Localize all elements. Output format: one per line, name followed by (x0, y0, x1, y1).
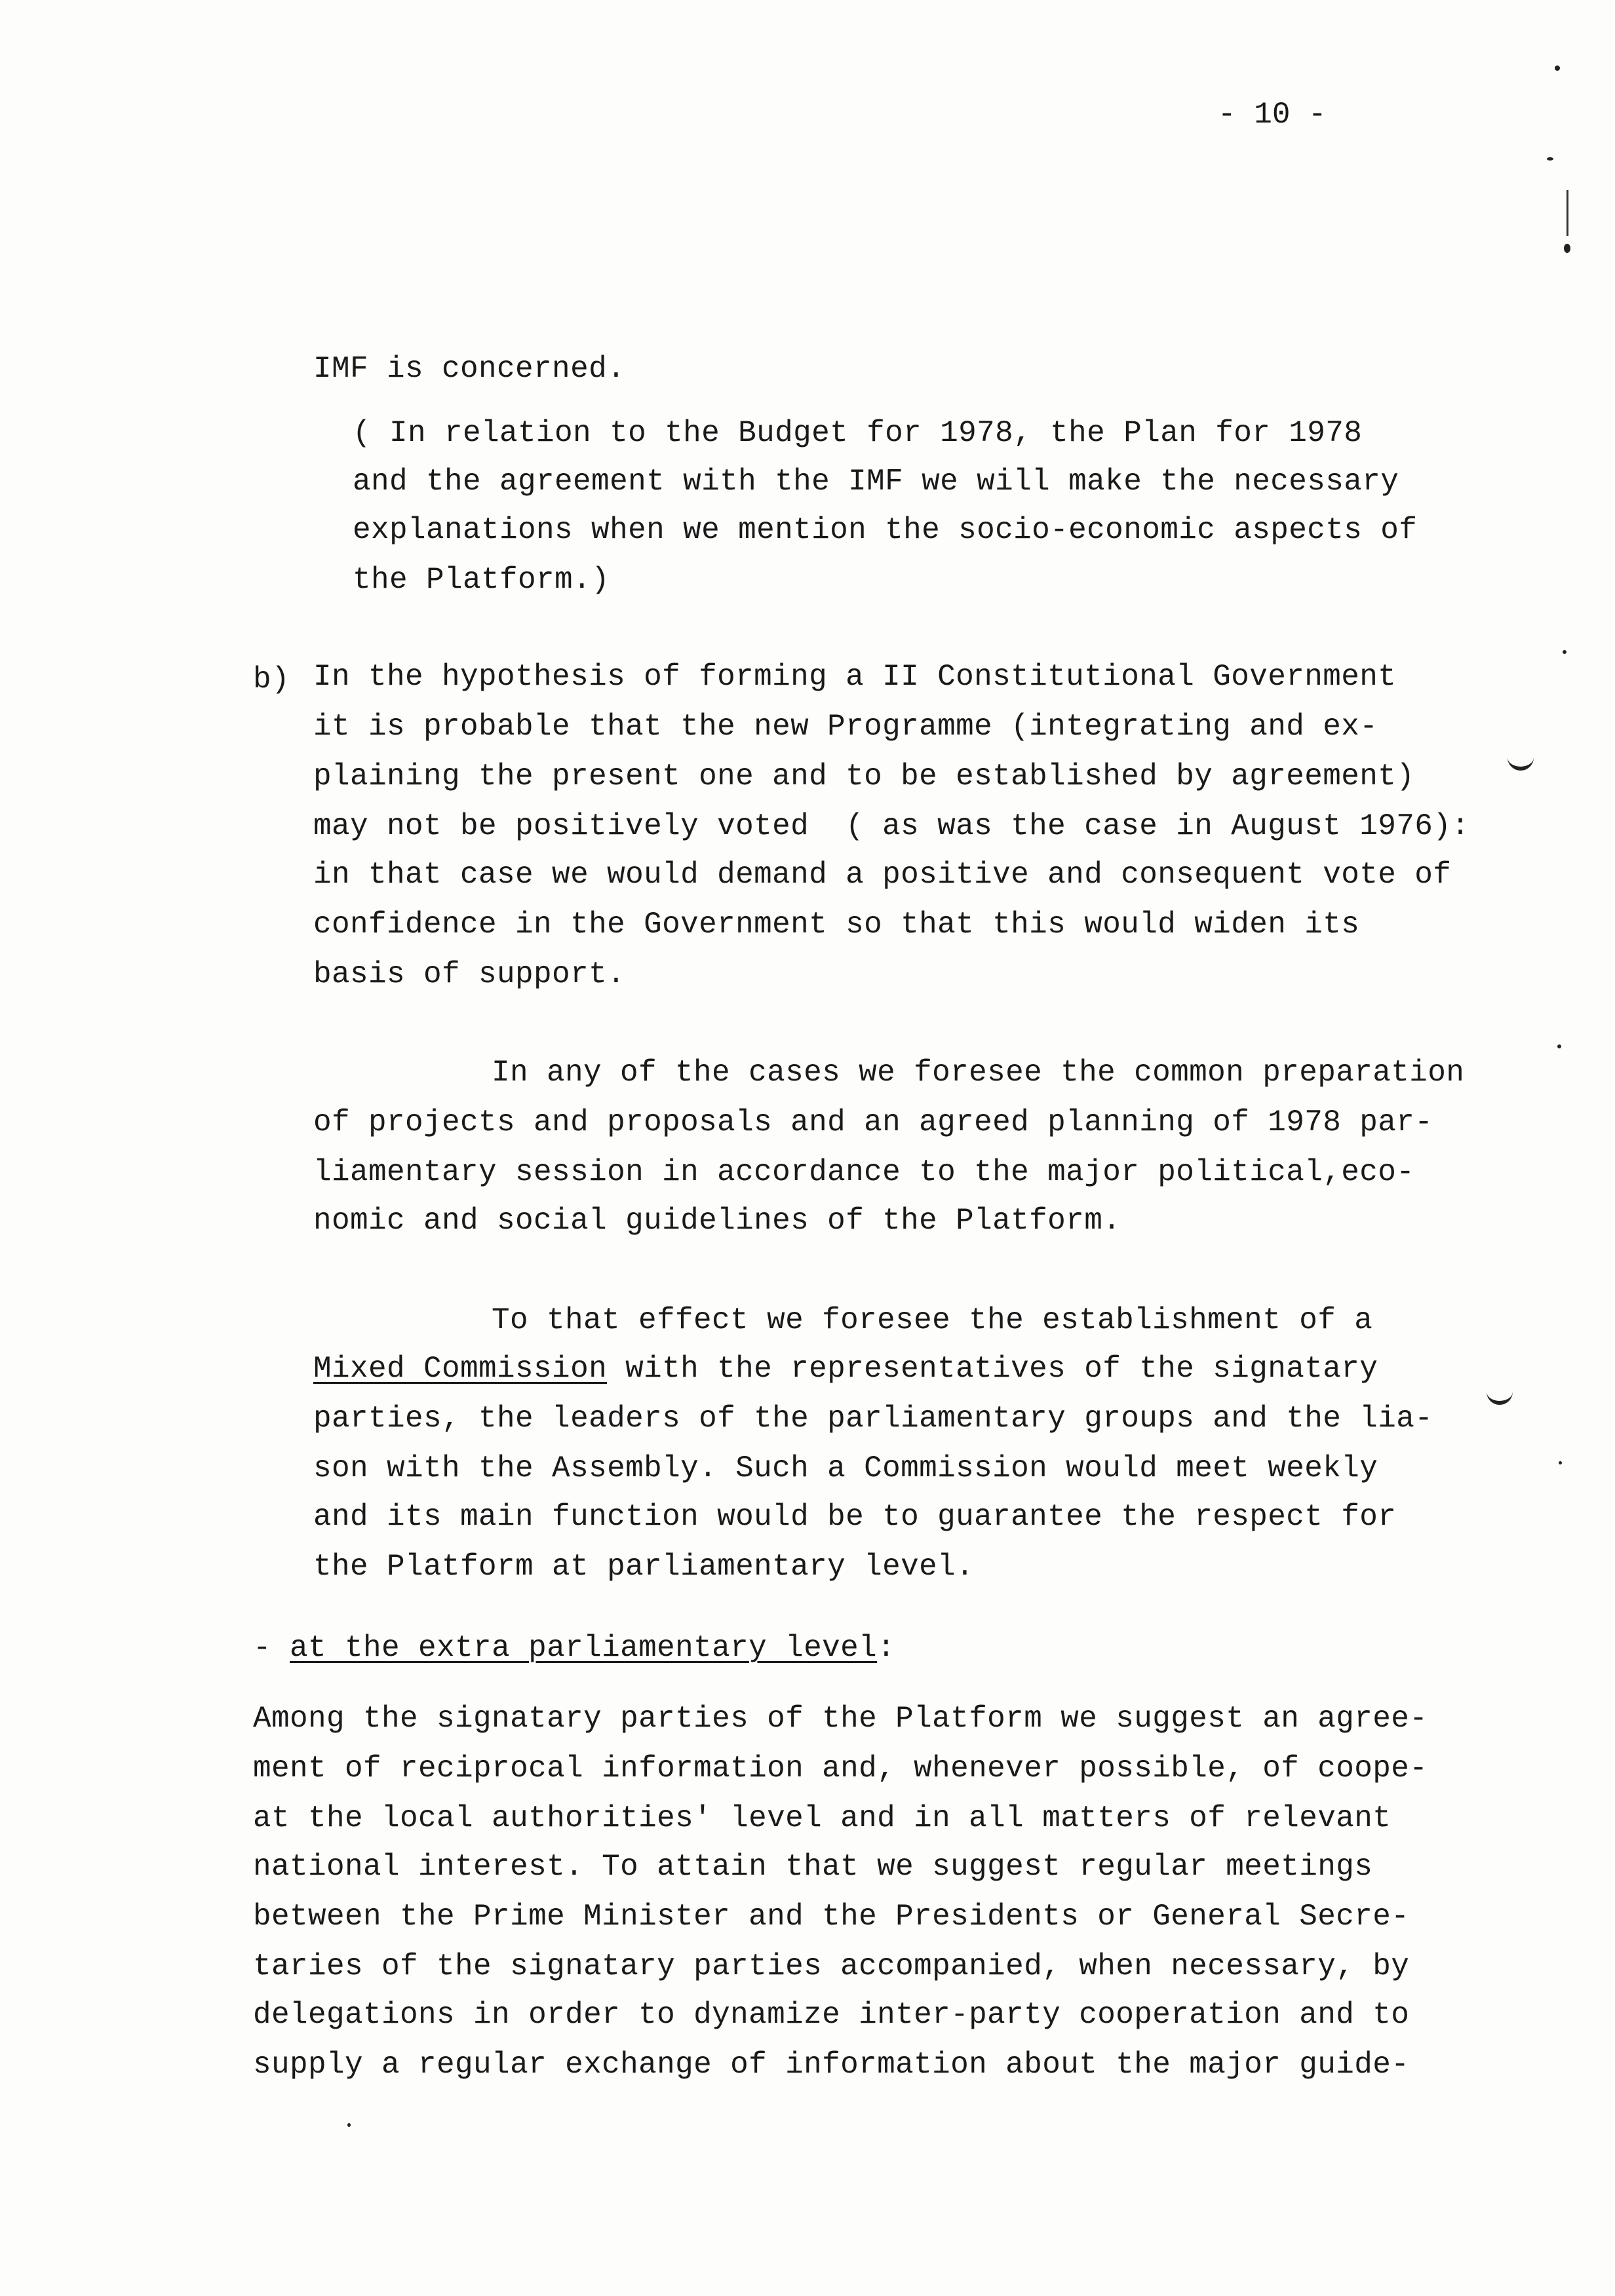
text-line: In the hypothesis of forming a II Constitutional Government (313, 660, 1397, 694)
text-line: and its main function would be to guarantee the respect for (313, 1500, 1397, 1534)
text-line: it is probable that the new Programme (integrating and ex- (313, 710, 1378, 744)
underlined-term: Mixed Commission (313, 1352, 608, 1386)
text-line: basis of support. (313, 957, 626, 991)
text-line: and the agreement with the IMF we will make the necessary (353, 465, 1399, 499)
text-span: with the representatives of the signatary (607, 1352, 1378, 1386)
text-line: delegations in order to dynamize inter-party cooperation and to (253, 1998, 1410, 2032)
list-marker: b) (253, 662, 290, 697)
text-line: ( In relation to the Budget for 1978, the Plan for 1978 (353, 416, 1363, 450)
text-line: Among the signatary parties of the Platform we suggest an agree- (253, 1702, 1428, 1736)
text-line: parties, the leaders of the parliamentary groups and the lia- (313, 1402, 1433, 1436)
margin-dot (1559, 1461, 1562, 1464)
text-line: national interest. To attain that we suggest regular meetings (253, 1850, 1373, 1884)
text-line: nomic and social guidelines of the Platform. (313, 1204, 1121, 1238)
heading-dash: - (253, 1631, 290, 1665)
check-mark (1508, 752, 1534, 771)
heading-text: at the extra parliamentary level (290, 1631, 878, 1665)
section-heading (253, 1630, 895, 1666)
text-line: son with the Assembly. Such a Commission would meet weekly (313, 1451, 1378, 1485)
margin-dot (347, 2123, 351, 2127)
text-line: liamentary session in accordance to the major political,eco- (313, 1155, 1415, 1189)
text-line: may not be positively voted ( as was the case in August 1976): (313, 809, 1470, 843)
margin-dot (1547, 157, 1553, 161)
text-line: at the local authorities' level and in all matters of relevant (253, 1801, 1391, 1835)
text-line: between the Prime Minister and the Presidents or General Secre- (253, 1900, 1410, 1934)
text-line: the Platform at parliamentary level. (313, 1550, 975, 1584)
text-line: the Platform.) (353, 563, 610, 597)
text-line: supply a regular exchange of information about the major guide- (253, 2048, 1410, 2082)
margin-dot (1564, 244, 1570, 253)
margin-dot (1563, 650, 1566, 654)
heading-colon: : (877, 1631, 896, 1665)
text-line: explanations when we mention the socio-economic aspects of (353, 513, 1418, 547)
text-line: confidence in the Government so that this would widen its (313, 908, 1360, 942)
margin-dot (1555, 66, 1560, 71)
text-line: in that case we would demand a positive and consequent vote of (313, 858, 1452, 892)
check-mark (1487, 1387, 1513, 1405)
text-line: In any of the cases we foresee the common preparation (492, 1056, 1465, 1090)
margin-dot (1557, 1044, 1561, 1048)
text-line: To that effect we foresee the establishment of a (492, 1303, 1373, 1337)
page-number: - 10 - (1218, 98, 1327, 132)
text-line: IMF is concerned. (313, 352, 626, 386)
text-line-mixed (313, 1351, 1378, 1387)
margin-line (1566, 190, 1568, 236)
text-line: taries of the signatary parties accompanied, when necessary, by (253, 1949, 1410, 1983)
text-line: ment of reciprocal information and, whenever possible, of coope- (253, 1751, 1428, 1786)
text-line: plaining the present one and to be established by agreement) (313, 759, 1415, 794)
text-line: of projects and proposals and an agreed planning of 1978 par- (313, 1105, 1433, 1139)
